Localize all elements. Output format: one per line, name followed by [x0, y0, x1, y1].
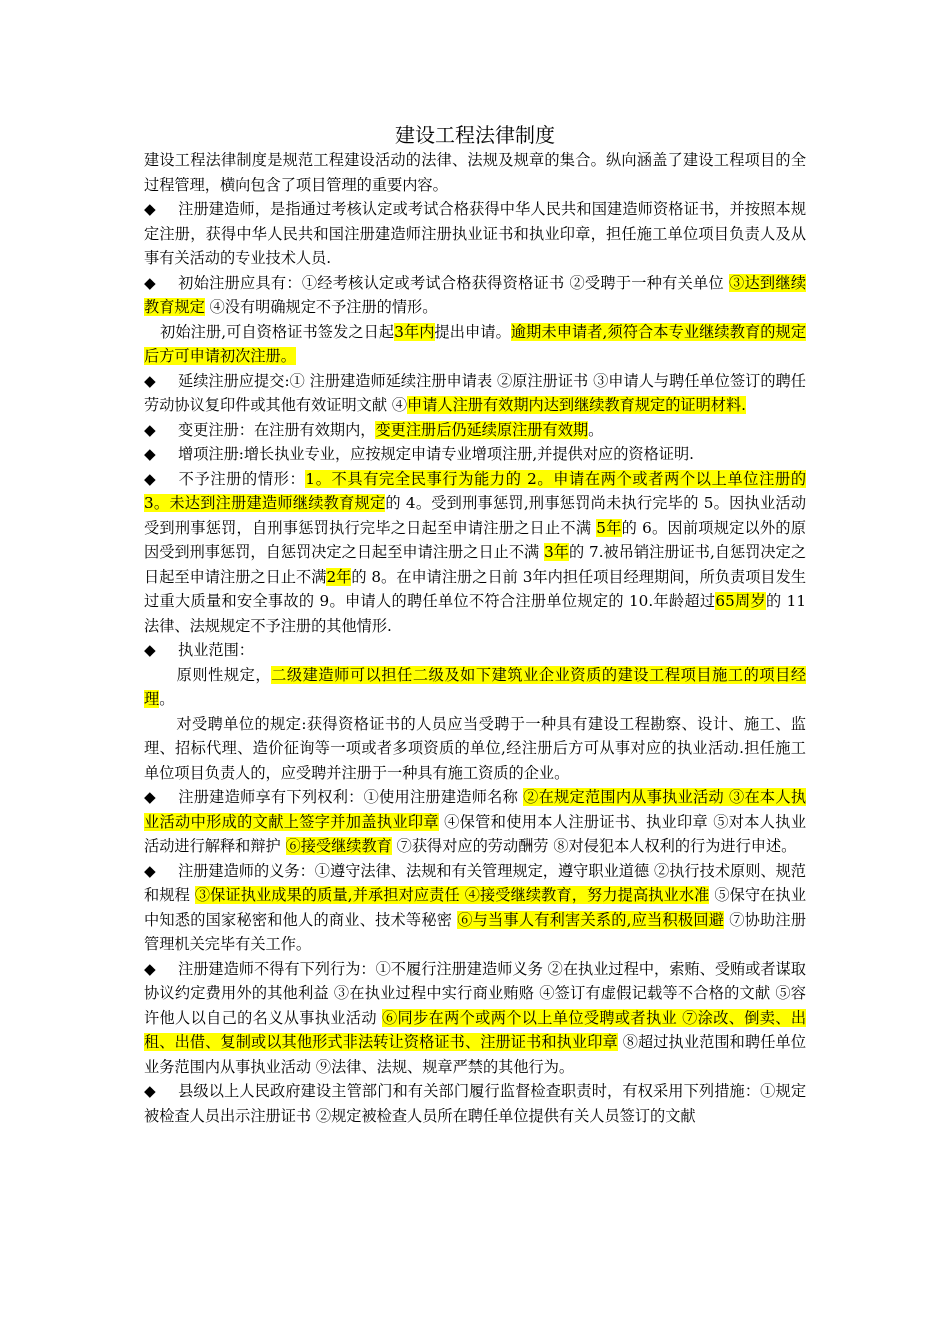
paragraph	[144, 320, 806, 369]
bullet-diamond-icon: ◆	[144, 788, 156, 806]
highlighted-text: 65周岁	[715, 592, 767, 610]
paragraph-text: 执业范围：	[178, 641, 254, 659]
paragraph	[144, 957, 806, 1080]
paragraph-text: 对受聘单位的规定:获得资格证书的人员应当受聘于一种具有建设工程勘察、设计、施工、监理、招标代理、造价征询等一项或者多项资质的单位,经注册后方可从事对应的执业活动.担任施工单位项目负责人的，应受聘并注册于一种具有施工资质的企业。	[144, 714, 806, 782]
highlighted-text: ⑥与当事人有利害关系的,应当积极回避	[457, 910, 725, 929]
paragraph-text: ⑦获得对应的劳动酬劳 ⑧对侵犯本人权利的行为进行申述。	[391, 837, 797, 855]
paragraph-text: ④没有明确规定不予注册的情形。	[204, 298, 438, 316]
bullet-diamond-icon: ◆	[144, 1082, 156, 1100]
paragraph	[144, 418, 806, 443]
paragraph-text: 初始注册应具有：①经考核认定或考试合格获得资格证书 ②受聘于一种有关单位	[178, 273, 730, 292]
paragraph-text: 的 8。在申请注册之日前 3年内担任项目经理期间，所负责项目发生过重大质量和安全事故的 9。申请人的聘任单位不符合注册单位规定的 10.年龄超过	[144, 567, 807, 610]
paragraph	[144, 467, 806, 639]
paragraph-text: 注册建造师享有下列权利：①使用注册建造师名称	[178, 788, 524, 806]
paragraph-text: 不予注册的情形：	[178, 469, 306, 488]
paragraph-text: 延续注册应提交:① 注册建造师延续注册申请表 ②原注册证书 ③申请人与聘任单位签订的聘任劳动协议复印件或其他有效证明文献 ④	[144, 371, 806, 414]
bullet-diamond-icon: ◆	[144, 273, 156, 292]
paragraph-text: 原则性规定，	[176, 665, 272, 684]
bullet-diamond-icon: ◆	[144, 371, 156, 390]
paragraph-text: ⑧超过执业范围和聘任单位业务范围内从事执业活动 ⑨法律、法规、规章严禁的其他行为。	[144, 1033, 807, 1076]
paragraph	[144, 638, 806, 663]
highlighted-text: 2年	[326, 567, 352, 586]
paragraph-text: 增项注册:增长执业专业，应按规定申请专业增项注册,并提供对应的资格证明.	[178, 445, 694, 463]
paragraph	[144, 148, 806, 197]
paragraph-text: 变更注册：在注册有效期内，	[178, 420, 376, 439]
paragraph	[144, 785, 806, 859]
paragraph-text: 。	[588, 420, 604, 439]
paragraph	[144, 442, 806, 467]
highlighted-text: 3年内	[394, 322, 435, 341]
highlighted-text: ⑥同步在两个或两个以上单位受聘或者执业 ⑦涂改、倒卖、出租、出借、复制或以其他形式非法转让资格证书、注册证书和执业印章	[144, 1008, 807, 1051]
highlighted-text: 逾期未申请者,须符合本专业继续教育的规定后方可申请初次注册。	[144, 322, 807, 365]
paragraph-text: ④保管和使用本人注册证书、执业印章 ⑤对本人执业活动进行解释和辩护	[144, 812, 807, 855]
highlighted-text: 二级建造师可以担任二级及如下建筑业企业资质的建设工程项目施工的项目经理	[144, 665, 806, 708]
paragraph-text: ⑦协助注册管理机关完毕有关工作。	[144, 910, 807, 953]
paragraph-text: 注册建造师，是指通过考核认定或考试合格获得中华人民共和国建造师资格证书，并按照本规定注册，获得中华人民共和国注册建造师注册执业证书和执业印章，担任施工单位项目负责人及从事有关活动的专业技术人员.	[144, 200, 806, 267]
paragraph-text: 建设工程法律制度是规范工程建设活动的法律、法规及规章的集合。纵向涵盖了建设工程项目的全过程管理，横向包含了项目管理的重要内容。	[144, 151, 806, 194]
paragraph-text: 的 11法律、法规规定不予注册的其他情形.	[144, 592, 806, 635]
paragraph-text: 县级以上人民政府建设主管部门和有关部门履行监督检查职责时，有权采用下列措施：①规定被检查人员出示注册证书 ②规定被检查人员所在聘任单位提供有关人员签订的文献	[144, 1082, 806, 1125]
paragraph-text: 的 6。因前项规定以外的原因受到刑事惩罚，自惩罚决定之日起至申请注册之日止不满	[144, 518, 806, 561]
paragraph-text: 提出申请。	[434, 322, 511, 341]
paragraph	[144, 369, 806, 418]
bullet-diamond-icon: ◆	[144, 641, 156, 659]
paragraph-text: 。	[159, 690, 175, 708]
paragraph	[144, 859, 806, 957]
highlighted-text: 5年	[596, 518, 622, 537]
bullet-diamond-icon: ◆	[144, 959, 156, 978]
paragraph	[144, 197, 806, 271]
document-title: 建设工程法律制度	[395, 123, 555, 147]
highlighted-text: 3年	[544, 543, 569, 561]
paragraph	[144, 1079, 806, 1128]
bullet-diamond-icon: ◆	[144, 200, 156, 218]
highlighted-text: 变更注册后仍延续原注册有效期	[375, 420, 589, 439]
paragraph	[144, 663, 806, 712]
highlighted-text: ③达到继续教育规定	[144, 273, 807, 316]
highlighted-text: ②在规定范围内从事执业活动 ③在本人执业活动中形成的文献上签字并加盖执业印章	[144, 788, 807, 831]
paragraph-text: 的 4。受到刑事惩罚,刑事惩罚尚未执行完毕的 5。因执业活动受到刑事惩罚，自刑事惩罚执行完毕之日起至申请注册之日止不满	[144, 494, 807, 537]
bullet-diamond-icon: ◆	[144, 469, 156, 488]
paragraph	[144, 712, 806, 786]
paragraph-text: ⑤保守在执业中知悉的国家秘密和他人的商业、技术等秘密	[144, 886, 807, 929]
paragraph-text: 初始注册,可自资格证书签发之日起	[160, 322, 395, 341]
paragraph	[144, 271, 806, 320]
document-body	[144, 148, 806, 1128]
highlighted-text: ⑥接受继续教育	[285, 837, 392, 855]
bullet-diamond-icon: ◆	[144, 445, 156, 463]
paragraph-text: 注册建造师不得有下列行为：①不履行注册建造师义务 ②在执业过程中，索贿、受贿或者谋取协议约定费用外的其他利益 ③在执业过程中实行商业贿赂 ④签订有虚假记载等不合格的文献 ⑤容许他人以自己的名义从事执业活动	[144, 959, 806, 1027]
paragraph-text: 的 7.被吊销注册证书,自惩罚决定之日起至申请注册之日止不满	[144, 543, 807, 586]
bullet-diamond-icon: ◆	[144, 861, 156, 880]
highlighted-text: 1。不具有完全民事行为能力的 2。申请在两个或者两个以上单位注册的 3。未达到注册建造师继续教育规定	[144, 469, 807, 512]
highlighted-text: 申请人注册有效期内达到继续教育规定的证明材料.	[407, 396, 746, 414]
paragraph-text: 注册建造师的义务：①遵守法律、法规和有关管理规定，遵守职业道德 ②执行技术原则、规范和规程	[144, 861, 806, 904]
bullet-diamond-icon: ◆	[144, 420, 156, 439]
highlighted-text: ③保证执业成果的质量,并承担对应责任 ④接受继续教育，努力提高执业水准	[194, 886, 710, 904]
